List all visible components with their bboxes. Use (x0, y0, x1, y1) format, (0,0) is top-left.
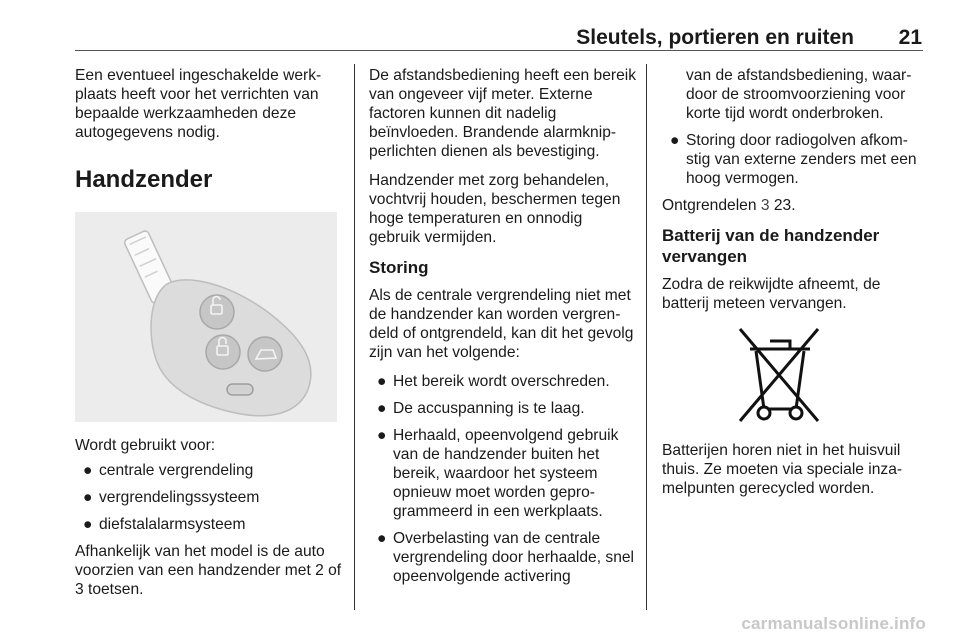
page-header-title: Sleutels, portieren en ruiten (576, 26, 854, 49)
list-item (369, 426, 637, 521)
column-1 (75, 66, 343, 609)
outro-paragraph: Afhankelijk van het model is de auto voorzien van een handzender met 2 of 3 toetsen. (75, 543, 342, 598)
crossed-out-bin-icon (734, 323, 824, 427)
list-item (75, 488, 343, 507)
section-heading-battery: Batterij van de handzender vervangen (662, 226, 880, 266)
list-item-text: vergrendelingssysteem (99, 489, 260, 506)
storing-paragraph: Als de centrale vergrendeling niet met de handzender kan worden vergren-deld of ontgrendeld, kan dit het gevolg zijn van het volgende: (369, 287, 634, 361)
bullet-icon: ● (377, 373, 387, 390)
column-divider-2 (646, 64, 647, 610)
interference-list (662, 131, 928, 188)
list-item-text: Het bereik wordt overschreden. (393, 373, 610, 390)
unlock-reference-page[interactable]: 23. (773, 197, 796, 214)
page-reference-icon: 3 (760, 197, 770, 214)
range-paragraph: De afstandsbediening heeft een bereik van ongeveer vijf meter. Externe factoren kunnen dit nadelig beïnvloeden. Brandende alarmknip-perlichten dienen als bevestiging. (369, 67, 637, 160)
list-item (75, 515, 343, 534)
list-item (75, 461, 343, 480)
column-2 (369, 66, 637, 594)
header-rule (75, 50, 923, 51)
storing-list (369, 372, 637, 586)
list-item-text: centrale vergrendeling (99, 462, 254, 479)
list-item-text: Overbelasting van de centrale vergrendeling door herhaalde, snel opeenvolgende activering (393, 530, 635, 585)
list-item (369, 529, 637, 586)
section-heading-handzender: Handzender (75, 166, 213, 193)
list-item-text: De accuspanning is te laag. (393, 400, 585, 417)
watermark: carmanualsonline.info (741, 614, 926, 633)
battery-paragraph: Zodra de reikwijdte afneemt, de batterij meteen vervangen. (662, 276, 881, 312)
bullet-icon: ● (83, 462, 93, 479)
bullet-icon: ● (83, 489, 93, 506)
care-paragraph: Handzender met zorg behandelen, vochtvrij houden, beschermen tegen hoge temperaturen en onnodig gebruik vermijden. (369, 172, 621, 246)
bullet-icon: ● (83, 516, 93, 533)
bullet-icon: ● (377, 400, 387, 417)
list-item (662, 131, 928, 188)
remote-key-fob-image (75, 212, 337, 422)
list-item-text: Storing door radiogolven afkom-stig van externe zenders met een hoog vermogen. (686, 132, 917, 187)
intro-paragraph: Een eventueel ingeschakelde werk-plaats heeft voor het verrichten van bepaalde werkzaamheden deze autogegevens nodig. (75, 67, 322, 141)
continuation-paragraph: van de afstandsbediening, waar-door de stroomvoorziening voor korte tijd wordt onderbroken. (686, 67, 912, 122)
column-3 (662, 66, 928, 508)
recycling-paragraph: Batterijen horen niet in het huisvuil thuis. Ze moeten via speciale inza-melpunten gerecycled worden. (662, 442, 903, 497)
list-item-text: Herhaald, opeenvolgend gebruik van de handzender buiten het bereik, waardoor het systeem opnieuw moet worden gepro-grammeerd in een werkplaats. (393, 427, 619, 520)
list-item (369, 372, 637, 391)
used-for-list (75, 461, 343, 534)
section-heading-storing: Storing (369, 258, 429, 277)
page-number: 21 (898, 26, 922, 49)
list-item-text: diefstalalarmsysteem (99, 516, 246, 533)
used-for-label: Wordt gebruikt voor: (75, 437, 216, 454)
column-divider-1 (354, 64, 355, 610)
bullet-icon: ● (670, 132, 680, 149)
bullet-icon: ● (377, 530, 387, 547)
unlock-reference (662, 196, 928, 215)
list-item (369, 399, 637, 418)
bullet-icon: ● (377, 427, 387, 444)
unlock-reference-label: Ontgrendelen (662, 197, 757, 214)
